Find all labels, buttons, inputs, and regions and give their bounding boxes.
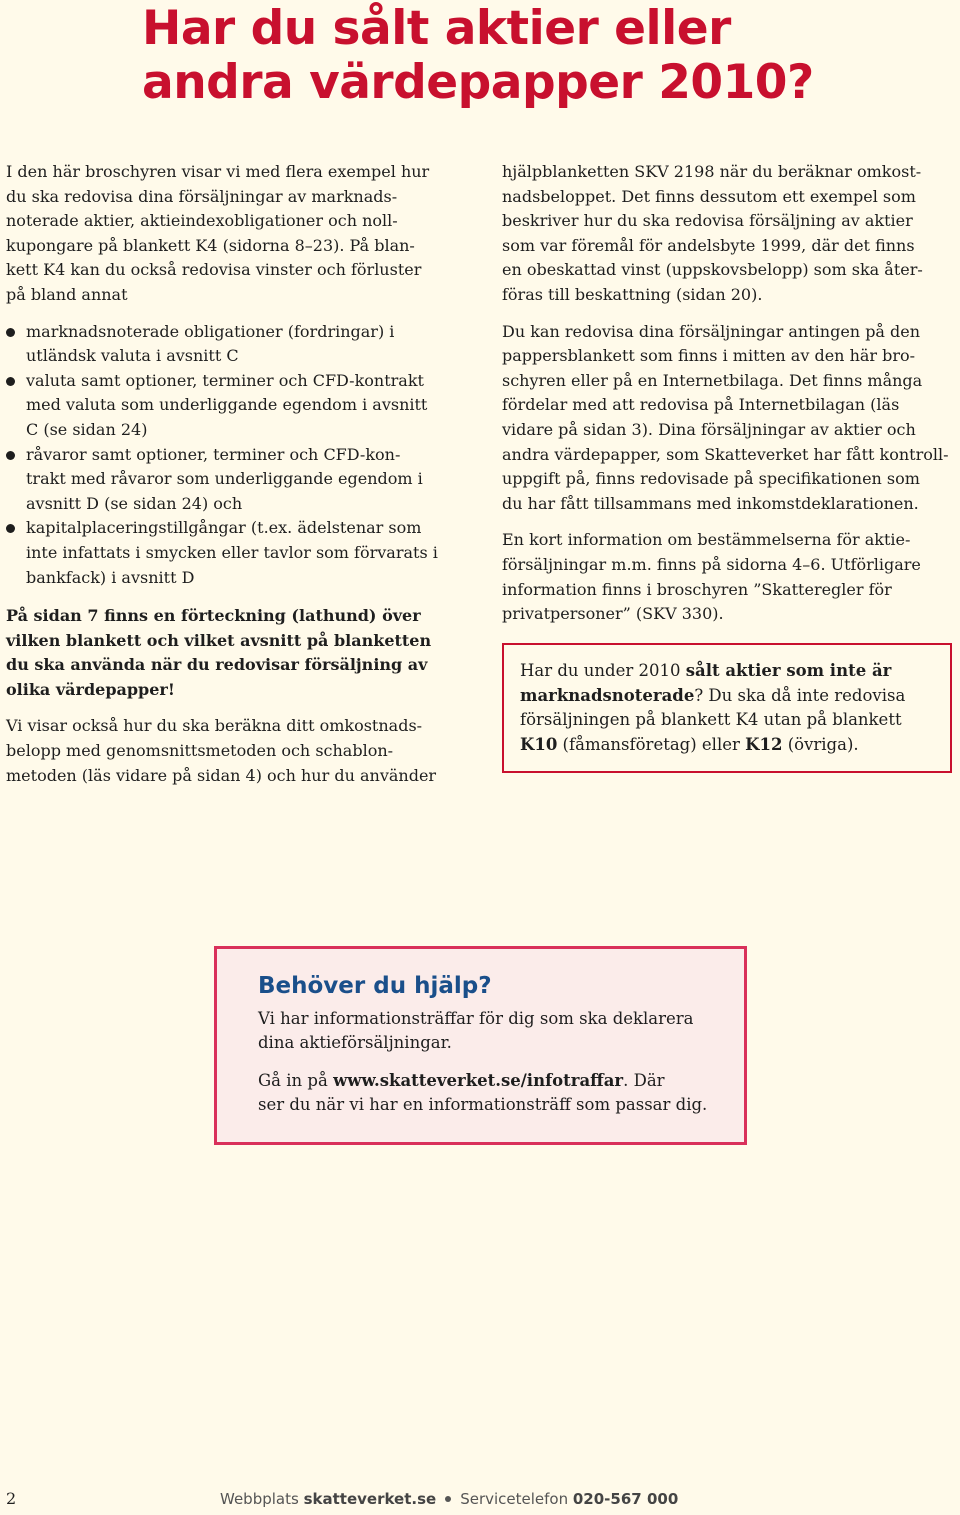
text-line: olika värdepapper! xyxy=(6,679,175,699)
callout-emphasis: sålt aktier som inte är xyxy=(685,661,892,680)
left-column xyxy=(6,160,462,800)
bullet-icon xyxy=(6,377,15,386)
callout-text: (övriga). xyxy=(782,734,859,754)
callout-text: ? Du ska då inte redovisa xyxy=(694,685,906,705)
title-line: andra värdepapper 2010? xyxy=(142,55,814,110)
text-line: som var föremål för andelsbyte 1999, där det finns xyxy=(502,235,915,255)
text-line: hjälpblanketten SKV 2198 när du beräknar omkost- xyxy=(502,162,922,181)
bullet-icon xyxy=(6,328,15,337)
text-line xyxy=(520,733,950,758)
web-label: Webbplats xyxy=(220,1490,304,1508)
text-line: bankfack) i avsnitt D xyxy=(26,567,195,587)
separator-dot-icon xyxy=(445,1496,451,1502)
help-box xyxy=(214,946,747,1145)
infotraffar-link[interactable]: www.skatteverket.se/infotraffar xyxy=(333,1071,624,1090)
page-title xyxy=(142,2,942,110)
text-line: en obeskattad vinst (uppskovsbelopp) som ska åter- xyxy=(502,260,923,280)
text-line: marknadsnoterade obligationer (fordringar) i xyxy=(26,321,395,341)
text-line: kupongare på blankett K4 (sidorna 8–23). På blan- xyxy=(6,235,415,255)
text-line: försäljningar m.m. finns på sidorna 4–6. Utförligare xyxy=(502,554,921,574)
text-line: vilken blankett och vilket avsnitt på blanketten xyxy=(6,630,432,650)
list-item xyxy=(6,516,462,590)
text-line: andra värdepapper, som Skatteverket har fått kontroll- xyxy=(502,444,949,464)
text-line: valuta samt optioner, terminer och CFD-kontrakt xyxy=(26,370,424,390)
text-line xyxy=(258,1069,744,1093)
text-line: På sidan 7 finns en förteckning (lathund) över xyxy=(6,606,421,626)
text-line: föras till beskattning (sidan 20). xyxy=(502,284,763,304)
callout-text: (fåmansföretag) eller xyxy=(557,734,746,754)
help-text: . Där xyxy=(623,1071,665,1090)
information-paragraph xyxy=(502,528,954,626)
redovisa-paragraph xyxy=(502,320,954,517)
text-line: Vi har informationsträffar för dig som ska deklarera xyxy=(258,1009,694,1028)
help-title: Behöver du hjälp? xyxy=(258,973,492,999)
text-line: kett K4 kan du också redovisa vinster och förluster xyxy=(6,260,422,280)
text-line: uppgift på, finns redovisade på specifikationen som xyxy=(502,469,920,489)
text-line: pappersblankett som finns i mitten av den här bro- xyxy=(502,346,916,366)
text-line: beskriver hur du ska redovisa försäljning av aktier xyxy=(502,211,913,231)
omkostnad-paragraph xyxy=(502,160,954,308)
text-line: fördelar med att redovisa på Internetbilagan (läs xyxy=(502,395,900,415)
page-number: 2 xyxy=(6,1489,17,1508)
text-line: råvaror samt optioner, terminer och CFD-kon- xyxy=(26,444,401,464)
text-line: dina aktieförsäljningar. xyxy=(258,1033,452,1052)
bullet-list xyxy=(6,320,462,591)
text-line: inte infattats i smycken eller tavlor som förvarats i xyxy=(26,542,438,562)
bullet-icon xyxy=(6,524,15,533)
form-k12: K12 xyxy=(745,734,783,754)
text-line: försäljningen på blankett K4 utan på blankett xyxy=(520,710,902,730)
website-link[interactable]: skatteverket.se xyxy=(303,1490,437,1508)
text-line: I den här broschyren visar vi med flera exempel hur xyxy=(6,162,430,181)
text-line: noterade aktier, aktieindexobligationer och noll- xyxy=(6,211,398,231)
text-line: trakt med råvaror som underliggande egendom i xyxy=(26,469,423,489)
callout-emphasis: marknadsnoterade xyxy=(520,685,695,705)
form-k10: K10 xyxy=(520,734,558,754)
text-line: Vi visar också hur du ska beräkna ditt omkostnads- xyxy=(6,716,423,736)
not-listed-callout xyxy=(502,643,952,773)
text-line: med valuta som underliggande egendom i avsnitt xyxy=(26,395,428,415)
list-item xyxy=(6,369,462,443)
text-line: privatpersoner” (SKV 330). xyxy=(502,604,724,624)
text-line: kapitalplaceringstillgångar (t.ex. ädelstenar som xyxy=(26,518,422,538)
phone-number: 020-567 000 xyxy=(572,1490,679,1508)
title-line: Har du sålt aktier eller xyxy=(142,1,731,56)
text-line xyxy=(520,659,950,684)
text-line: metoden (läs vidare på sidan 4) och hur du använder xyxy=(6,765,437,785)
help-text: Gå in på xyxy=(258,1071,334,1090)
callout-text: Har du under 2010 xyxy=(520,661,686,680)
text-line: avsnitt D (se sidan 24) och xyxy=(26,493,243,513)
text-line: Du kan redovisa dina försäljningar antingen på den xyxy=(502,321,921,341)
text-line: utländsk valuta i avsnitt C xyxy=(26,346,239,366)
text-line: du ska använda när du redovisar försäljning av xyxy=(6,655,428,675)
text-line: nadsbeloppet. Det finns dessutom ett exempel som xyxy=(502,186,916,206)
text-line: du har fått tillsammans med inkomstdeklarationen. xyxy=(502,493,919,513)
text-line xyxy=(520,684,950,709)
list-item xyxy=(6,320,462,369)
text-line: C (se sidan 24) xyxy=(26,419,148,439)
text-line: vidare på sidan 3). Dina försäljningar av aktier och xyxy=(502,419,916,439)
text-line: på bland annat xyxy=(6,284,128,304)
list-item xyxy=(6,443,462,517)
intro-paragraph xyxy=(6,160,462,308)
text-line: belopp med genomsnittsmetoden och schablon- xyxy=(6,741,394,761)
page-footer xyxy=(0,1487,960,1515)
footer-contact xyxy=(220,1490,678,1508)
text-line: du ska redovisa dina försäljningar av marknads- xyxy=(6,186,398,206)
text-line: schyren eller på en Internetbilaga. Det finns många xyxy=(502,370,923,390)
text-line: information finns i broschyren ”Skatteregler för xyxy=(502,579,892,599)
lathund-paragraph xyxy=(6,604,462,702)
phone-label: Servicetelefon xyxy=(460,1490,573,1508)
bullet-icon xyxy=(6,451,15,460)
right-column xyxy=(502,160,954,639)
text-line: ser du när vi har en informationsträff som passar dig. xyxy=(258,1095,708,1114)
text-line: En kort information om bestämmelserna för aktie- xyxy=(502,530,911,550)
method-paragraph xyxy=(6,714,462,788)
